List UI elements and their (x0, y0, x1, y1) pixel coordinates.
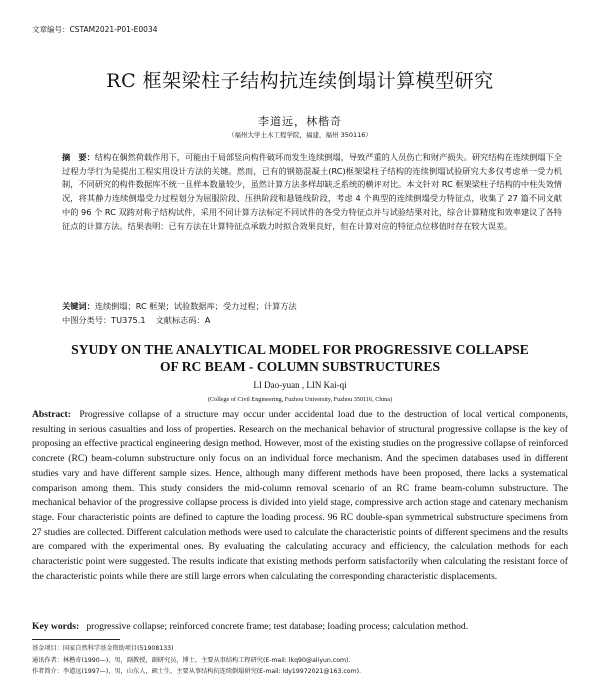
chinese-abstract-text: 结构在偶然荷载作用下，可能由于局部竖向构件破坏而发生连续倒塌，导致严重的人员伤亡和财产损失。研究结构在连续倒塌下全过程力学行为是提出工程实用设计方法的关键。然而，已有的钢筋混凝土(RC)框架梁柱子结构的连续倒塌试验研究大多仅考虑单一受力机制，不同研究的构件数据库不统一且样本数量较少，虽然计算方法多样却缺乏系统的横评对比。本文针对 RC 框架梁柱子结构的中柱失效情况，将其静力连续倒塌受力过程划分为屈服阶段、压拱阶段和悬链线阶段，考虑 4 个典型的连续倒塌受力特征点，收集了 27 篇不同文献中的 96 个 RC 双跨对称子结构试件，采用不同计算方法标定不同试件的各受力特征点并与试验结果对比，综合计算精度和效率建议了各特征点的计算方法。结果表明：已有方法在计算特征点承载力时拟合效果良好，但在计算对应的特征点位移值时存在较大误差。 (62, 152, 562, 231)
english-keywords (32, 621, 568, 632)
chinese-authors: 李道远，林楷奇 (258, 115, 342, 128)
footnote-funding: 基金项目：国家自然科学基金资助项目(51908133) (32, 645, 174, 652)
footnote-author-bio: 作者简介：李道远(1997—)，男，山东人，硕士生，主要从事结构抗连续倒塌研究(E-mail: ldy19972021@163.com). (32, 668, 361, 675)
english-abstract-label: Abstract: (32, 409, 71, 420)
chinese-keywords (62, 300, 562, 313)
footnote-divider (32, 639, 120, 640)
english-keywords-text: progressive collapse; reinforced concrete frame; test database; loading process; calculation method. (86, 621, 469, 632)
english-abstract (32, 408, 568, 584)
chinese-keywords-label: 关键词： (62, 301, 95, 311)
chinese-keywords-text: 连续倒塌；RC 框架；试验数据库；受力过程；计算方法 (94, 301, 297, 311)
document-code: 文献标志码：A (155, 315, 211, 325)
chinese-affiliation: （福州大学土木工程学院，福建，福州 350116） (228, 131, 372, 139)
document-number: 文章编号：CSTAM2021-P01-E0034 (32, 25, 158, 34)
footnotes (32, 643, 572, 678)
english-affiliation: (College of Civil Engineering, Fuzhou University, Fuzhou 350116, China) (207, 396, 393, 403)
english-authors: LI Dao-yuan , LIN Kai-qi (253, 380, 347, 390)
chinese-abstract (62, 151, 562, 233)
english-title-line1: SYUDY ON THE ANALYTICAL MODEL FOR PROGRESSIVE COLLAPSE (71, 342, 529, 357)
chinese-classification-row (62, 315, 562, 326)
english-title-line2: OF RC BEAM - COLUMN SUBSTRUCTURES (159, 359, 441, 374)
english-abstract-text: Progressive collapse of a structure may occur under accidental load due to the destruction of local vertical components, resulting in serious casualties and loss of properties. Research on the mechanical behavior of structural progressive collapse is the key of proposing an effective practical engineering design method. However, most of the existing studies on the progressive collapse of reinforced concrete (RC) beam-column substructure only focus on an individual force mechanism. And the specimen databases used in different studies vary and have different sample sizes. Hence, although many different methods have been proposed, there lacks a systematical comparison among them. This study considers the mid-column removal scenario of an RC frame beam-column substructure. The mechanical behavior of the progressive collapse process is divided into yield stage, compressive arch action stage and catenary mechanism stage. Four characteristic points are defined to capture the loading process. 96 RC double-span symmetrical substructure specimens from 27 studies are collected. Different calculation methods were used to calculate the characteristic points of different specimens and the results are compared with the experimental ones. By evaluating the calculating accuracy and efficiency, the calculation methods for each characteristic point were suggested. The results indicate that existing methods perform satisfactorily when calculating the resistant force of the characteristic points while there are still large errors when calculating the corresponding characteristic displacements. (32, 409, 569, 582)
english-keywords-label: Key words: (32, 621, 80, 632)
english-title (0, 341, 600, 375)
chinese-title: RC 框架梁柱子结构抗连续倒塌计算模型研究 (106, 70, 494, 92)
footnote-corresponding-author: 通讯作者：林楷奇(1990—)，男，副教授，副研究员，博士，主要从事结构工程研究(E-mail: lkq90@aliyun.com). (32, 656, 351, 664)
chinese-abstract-label: 摘 要： (62, 152, 95, 162)
classification-number: 中图分类号：TU375.1 (62, 315, 146, 325)
